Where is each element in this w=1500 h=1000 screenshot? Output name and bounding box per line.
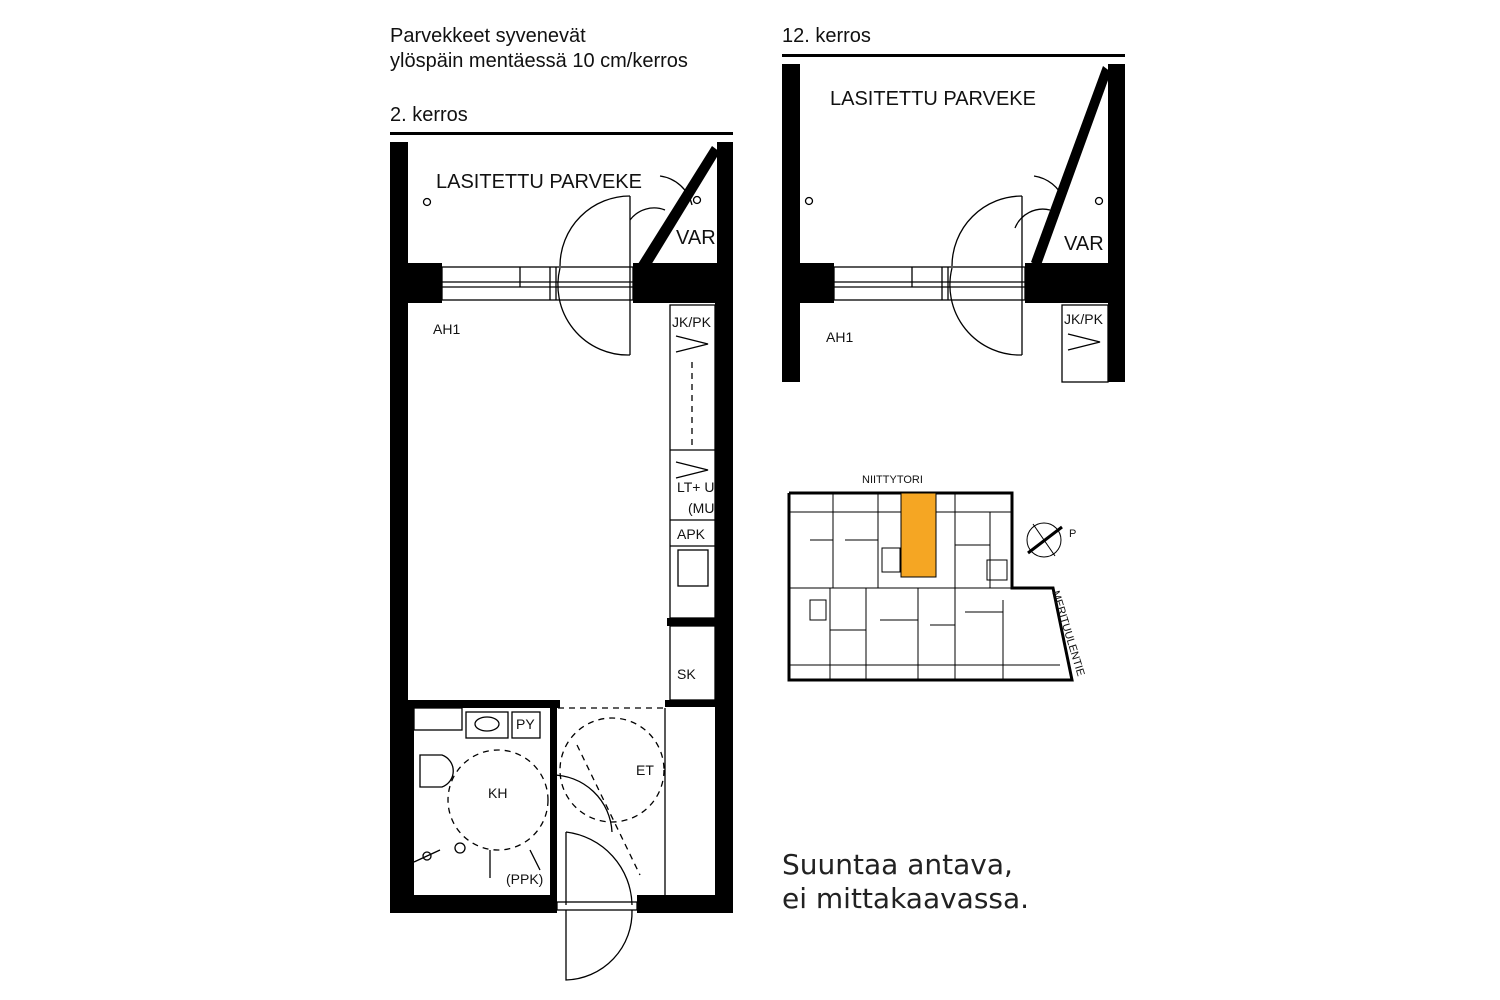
sink xyxy=(678,550,708,586)
square-label: NIITTYTORI xyxy=(862,474,923,486)
entrance-door-frame xyxy=(557,902,637,910)
storage-label: VAR xyxy=(1064,233,1104,255)
balcony-column xyxy=(424,199,431,206)
north-label: P xyxy=(1069,528,1077,540)
disclaimer xyxy=(782,848,1029,916)
entrance-door-swing xyxy=(566,832,632,905)
balcony-note-line2: ylöspäin mentäessä 10 cm/kerros xyxy=(390,50,688,72)
floor-12-label: 12. kerros xyxy=(782,25,871,47)
window-frame xyxy=(442,267,633,300)
balcony-column xyxy=(806,198,813,205)
site-map xyxy=(789,474,1087,680)
disclaimer-line2: ei mittakaavassa. xyxy=(782,882,1030,915)
balcony-door-swing xyxy=(560,196,630,266)
balcony-note-line1: Parvekkeet syvenevät xyxy=(390,25,586,47)
wardrobe-divider xyxy=(665,700,715,707)
balcony-parapet xyxy=(390,132,733,135)
living-room-label: AH1 xyxy=(433,321,461,337)
bathroom-top-wall xyxy=(408,700,560,708)
highlighted-apartment xyxy=(901,493,936,577)
dryer-label: (PPK) xyxy=(506,871,544,887)
bathroom-left-wall xyxy=(408,700,414,895)
washbasin xyxy=(466,712,508,738)
dishwasher-label: APK xyxy=(677,526,706,542)
exterior-wall-right xyxy=(1025,263,1125,303)
bottom-wall-right xyxy=(637,895,733,913)
right-outer-wall xyxy=(715,263,733,913)
living-room-label: AH1 xyxy=(826,329,854,345)
window-frame xyxy=(834,267,1025,300)
left-outer-wall xyxy=(390,263,408,913)
balcony-parapet xyxy=(782,54,1125,57)
balcony-right-wall xyxy=(1108,64,1125,382)
washer-label: PY xyxy=(516,716,535,732)
bottom-wall-left xyxy=(390,895,557,913)
wardrobe xyxy=(670,626,715,700)
fridge-label: JK/PK xyxy=(1064,311,1103,327)
floor-2-label: 2. kerros xyxy=(390,104,468,126)
compass-needle xyxy=(1028,527,1062,553)
balcony-left-wall xyxy=(782,64,800,382)
disclaimer-line1: Suuntaa antava, xyxy=(782,848,1013,881)
exterior-wall-left xyxy=(782,263,834,303)
toilet xyxy=(420,755,453,787)
bathroom-door-swing xyxy=(552,775,612,832)
floor-2-plan xyxy=(390,132,733,980)
shelf xyxy=(414,708,462,730)
balcony-right-wall xyxy=(717,142,733,270)
range-label: LT+ U xyxy=(677,479,715,495)
balcony-label: LASITETTU PARVEKE xyxy=(830,88,1036,110)
balcony-column xyxy=(1096,198,1103,205)
microwave-label: (MU xyxy=(688,500,715,516)
bathroom-right-wall xyxy=(550,700,557,895)
balcony-door-swing xyxy=(952,196,1022,266)
floor-12-plan xyxy=(782,54,1125,382)
balcony-column xyxy=(694,197,701,204)
balcony-left-wall xyxy=(390,142,408,270)
balcony-label: LASITETTU PARVEKE xyxy=(436,171,642,193)
hall-label: ET xyxy=(636,762,654,778)
storage-label: VAR xyxy=(676,227,716,249)
bathroom-label: KH xyxy=(488,785,508,801)
kitchen-end-wall xyxy=(667,618,715,626)
street-label: MERITUULENTIE xyxy=(1049,589,1087,678)
wardrobe-label: SK xyxy=(677,666,696,682)
fridge-label: JK/PK xyxy=(672,314,711,330)
